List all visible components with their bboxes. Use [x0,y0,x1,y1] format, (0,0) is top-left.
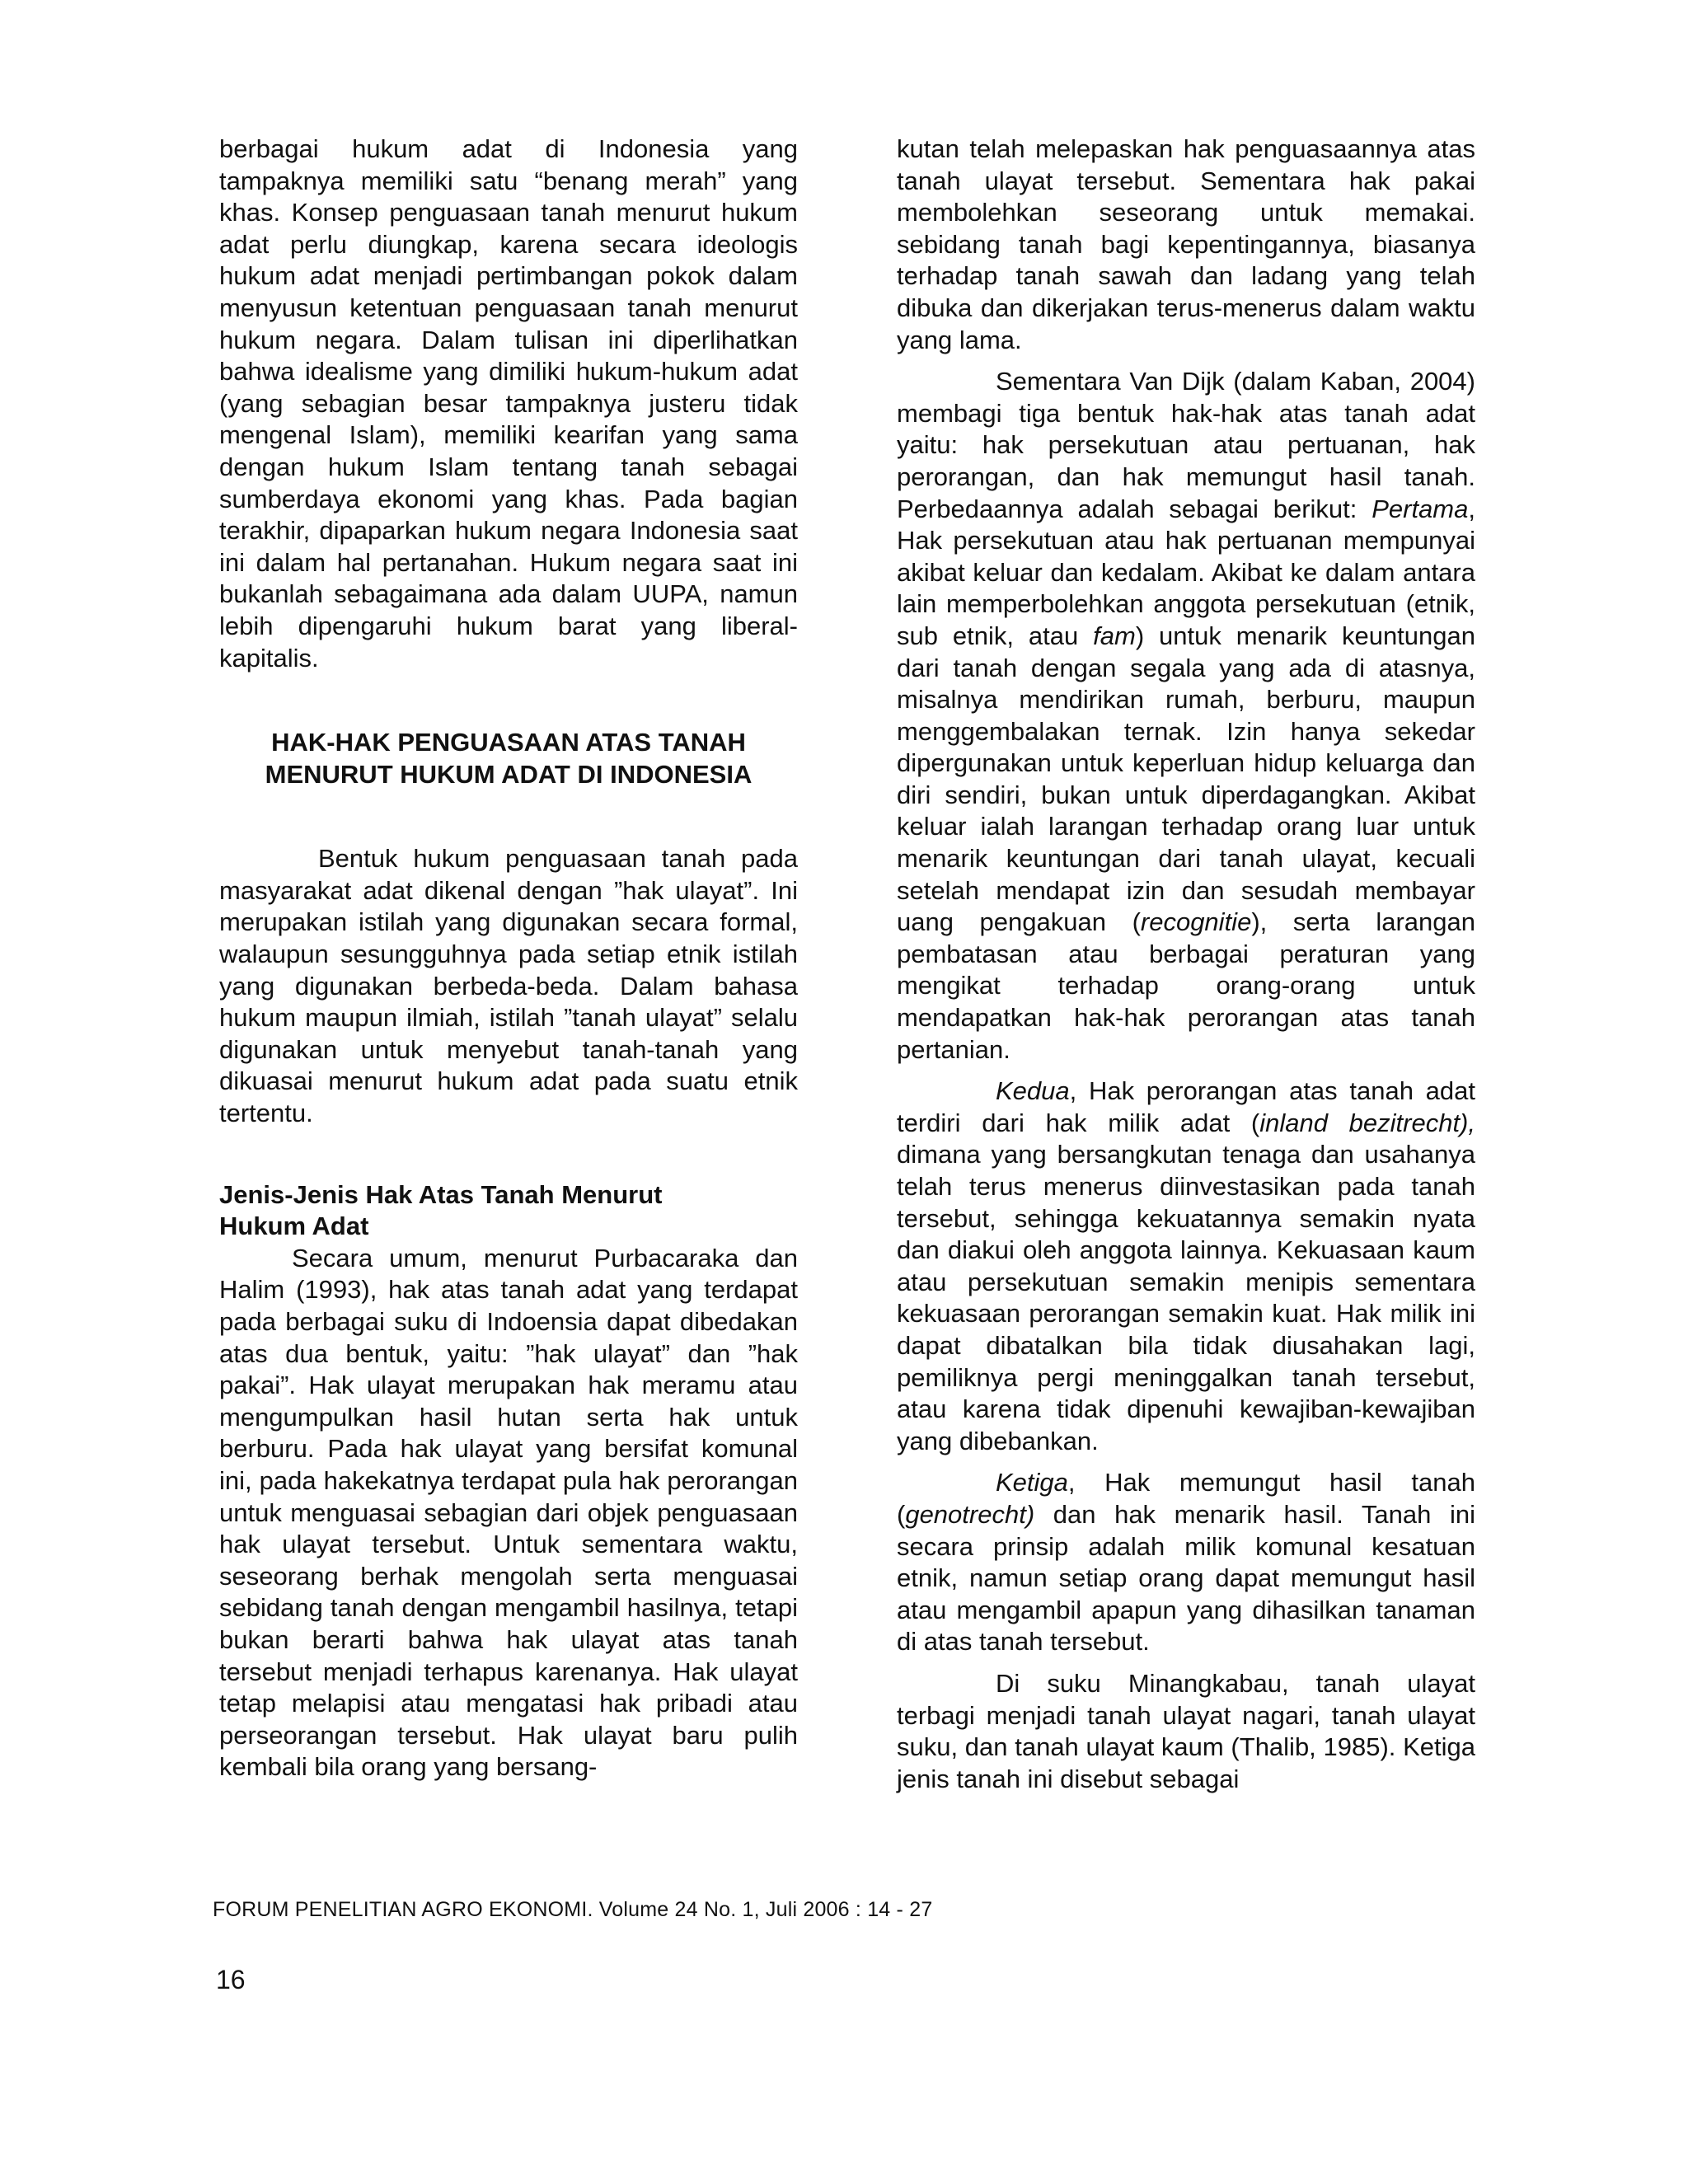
emphasis-text: Kedua [996,1076,1070,1106]
section-heading [219,727,798,790]
emphasis-text: genotrecht) [905,1499,1035,1529]
body-paragraph: kutan telah melepaskan hak penguasaannya atas tanah ulayat tersebut. Sementara hak pakai membolehkan seseorang untuk memakai. sebidang tanah bagi kepentingannya, biasanya terhadap tanah sawah dan ladang yang telah dibuka dan dikerjakan terus-menerus dalam waktu yang lama. [897,134,1475,354]
body-paragraph: berbagai hukum adat di Indonesia yang tampaknya memiliki satu “benang merah” yang khas. Konsep penguasaan tanah menurut hukum adat perlu diungkap, karena secara ideologis hukum adat menjadi pertimbangan pokok dalam menyusun ketentuan penguasaan tanah menurut hukum negara. Dalam tulisan ini diperlihatkan bahwa idealisme yang dimiliki hukum-hukum adat (yang sebagian besar tampaknya justeru tidak mengenal Islam), memiliki kearifan yang sama dengan hukum Islam tentang tanah sebagai sumberdaya ekonomi yang khas. Pada bagian terakhir, dipaparkan hukum negara Indonesia saat ini dalam hal pertanahan. Hukum negara saat ini bukanlah sebagaimana ada dalam UUPA, namun lebih dipengaruhi hukum barat yang liberal-kapitalis. [219,134,798,673]
text-run: ) untuk menarik keuntungan dari tanah dengan segala yang ada di atasnya, misalnya mendirikan rumah, berburu, maupun menggembalakan ternak. Izin hanya sekedar dipergunakan untuk keperluan hidup keluarga dan diri sendiri, bukan untuk diperdagangkan. Akibat keluar ialah larangan terhadap orang luar untuk menarik keuntungan dari tanah ulayat, kecuali setelah mendapat izin dan sesudah membayar uang pengakuan ( [897,621,1476,937]
right-column [897,134,1475,1795]
body-paragraph [897,366,1475,1066]
subsection-heading-line: Hukum Adat [219,1212,369,1241]
body-paragraph [897,1076,1475,1457]
emphasis-text: inland bezitrecht), [1259,1108,1475,1137]
text-run: , Hak memungut hasil tanah ( [897,1468,1475,1529]
emphasis-text: Ketiga [996,1468,1068,1497]
section-heading-line: HAK-HAK PENGUASAAN ATAS TANAH [271,728,746,757]
emphasis-text: Pertama [1372,494,1469,523]
text-run: dimana yang bersangkutan tenaga dan usahanya telah terus menerus diinvestasikan pada tanah tersebut, sehingga kekuatannya semakin nyata dan diakui oleh anggota lainnya. Kekuasaan kaum atau persekutuan semakin menipis sementara kekuasaan perorangan semakin kuat. Hak milik ini dapat dibatalkan bila tidak diusahakan lagi, pemiliknya pergi meninggalkan tanah tersebut, atau karena tidak dipenuhi kewajiban-kewajiban yang dibebankan. [897,1140,1475,1455]
journal-footer: FORUM PENELITIAN AGRO EKONOMI. Volume 24 No. 1, Juli 2006 : 14 - 27 [213,1898,933,1921]
body-paragraph [897,1467,1475,1658]
emphasis-text: recognitie [1140,907,1252,937]
body-paragraph: Secara umum, menurut Purbacaraka dan Halim (1993), hak atas tanah adat yang terdapat pada berbagai suku di Indoensia dapat dibedakan atas dua bentuk, yaitu: ”hak ulayat” dan ”hak pakai”. Hak ulayat merupakan hak meramu atau mengumpulkan hasil hutan serta hak untuk berburu. Pada hak ulayat yang bersifat komunal ini, pada hakekatnya terdapat pula hak perorangan untuk menguasai sebagian dari objek penguasaan hak ulayat tersebut. Untuk sementara waktu, seseorang berhak mengolah serta menguasai sebidang tanah dengan mengambil hasilnya, tetapi bukan berarti bahwa hak ulayat atas tanah tersebut menjadi terhapus karenanya. Hak ulayat tetap melapisi atau mengatasi hak pribadi atau perseorangan tersebut. Hak ulayat baru pulih kembali bila orang yang bersang- [219,1243,798,1782]
section-heading-line: MENURUT HUKUM ADAT DI INDONESIA [265,759,753,789]
subsection-heading-line: Jenis-Jenis Hak Atas Tanah Menurut [219,1179,663,1209]
emphasis-text: fam [1093,621,1136,650]
text-run: , Hak perorangan atas tanah adat terdiri dari hak milik adat ( [897,1076,1475,1137]
text-run: ), serta larangan pembatasan atau berbagai peraturan yang mengikat terhadap orang-orang untuk mendapatkan hak-hak perorangan atas tanah pertanian. [897,907,1475,1064]
text-run: , Hak persekutuan atau hak pertuanan mempunyai akibat keluar dan kedalam. Akibat ke dalam antara lain memperbolehkan anggota persekutuan (etnik, sub etnik, atau [897,494,1475,650]
left-column [219,134,798,1783]
page-number: 16 [216,1965,246,1994]
subsection-heading [219,1179,798,1243]
body-paragraph: Di suku Minangkabau, tanah ulayat terbagi menjadi tanah ulayat nagari, tanah ulayat suku, dan tanah ulayat kaum (Thalib, 1985). Ketiga jenis tanah ini disebut sebagai [897,1668,1475,1793]
text-run: Sementara Van Dijk (dalam Kaban, 2004) membagi tiga bentuk hak-hak atas tanah adat yaitu: hak persekutuan atau pertuanan, hak perorangan, dan hak memungut hasil tanah. Perbedaannya adalah sebagai berikut: [897,367,1475,523]
body-paragraph: Bentuk hukum penguasaan tanah pada masyarakat adat dikenal dengan ”hak ulayat”. Ini merupakan istilah yang digunakan secara formal, walaupun sesungguhnya pada setiap etnik istilah yang digunakan berbeda-beda. Dalam bahasa hukum maupun ilmiah, istilah ”tanah ulayat” selalu digunakan untuk menyebut tanah-tanah yang dikuasai menurut hukum adat pada suatu etnik tertentu. [219,844,798,1128]
text-run: dan hak menarik hasil. Tanah ini secara prinsip adalah milik komunal kesatuan etnik, namun setiap orang dapat memungut hasil atau mengambil apapun yang dihasilkan tanaman di atas tanah tersebut. [897,1499,1475,1657]
